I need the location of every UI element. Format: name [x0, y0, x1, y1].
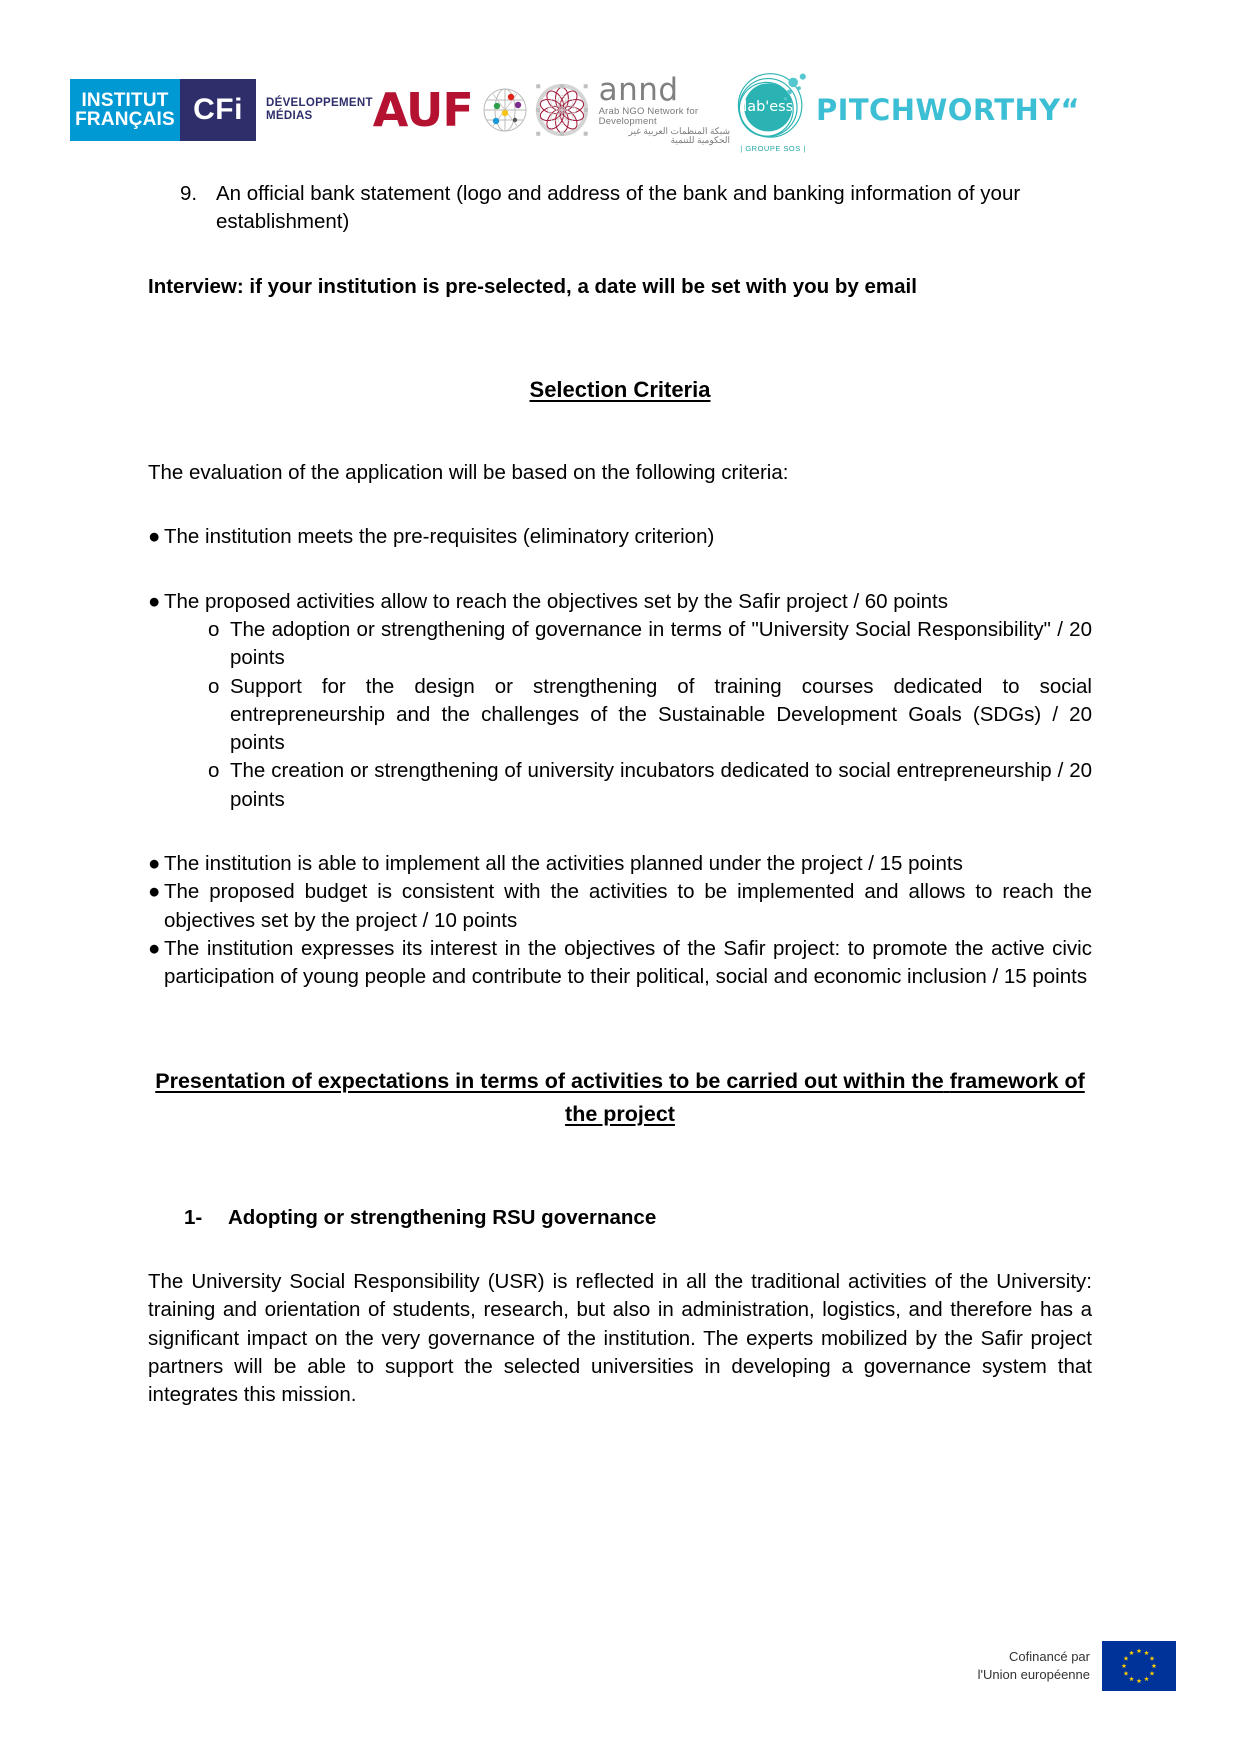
selection-criteria-intro: The evaluation of the application will be based on the following criteria:	[148, 461, 789, 485]
eu-cofunding-line2: l'Union européenne	[977, 1667, 1090, 1682]
criteria-bullet	[148, 878, 1092, 935]
section-title-line2: framework of the project	[565, 1069, 1085, 1126]
list-item-text: An official bank statement (logo and address of the bank and banking information of your establishment)	[216, 182, 1021, 234]
institut-francais-logo	[70, 79, 180, 141]
eu-cofunding-text	[978, 1648, 1090, 1683]
section-title-expectations	[148, 1065, 1092, 1130]
cfi-mark: CFi	[180, 79, 256, 141]
annd-tagline-arabic: شبكة المنظمات العربية غير الحكومية للتنمية	[628, 125, 731, 146]
institut-francais-mark	[70, 79, 180, 141]
document-body	[148, 180, 1092, 1410]
page-title: Selection Criteria	[529, 376, 711, 402]
pitchworthy-mark: PITCHWORTHY“	[816, 93, 1080, 127]
auf-logo	[373, 82, 533, 138]
pitchworthy-logo	[816, 93, 1080, 127]
bullet-icon: ●	[148, 880, 161, 904]
criteria-bullet-text: The proposed activities allow to reach the objectives set by the Safir project / 60 points	[164, 589, 948, 613]
labess-circle-icon	[730, 67, 816, 142]
sub-bullet-icon: o	[208, 618, 220, 642]
subsection-heading	[184, 1204, 1092, 1232]
labess-logo	[730, 67, 816, 153]
annd-rosette-icon	[533, 74, 591, 146]
list-item	[180, 180, 1092, 237]
annd-logo	[533, 74, 730, 146]
section-title-line1: Presentation of expectations in terms of activities to be carried out within the	[155, 1069, 944, 1094]
institut-francais-line2: FRANÇAIS	[75, 109, 175, 130]
cfi-logo	[180, 79, 373, 141]
list-item-number: 9.	[180, 182, 198, 205]
subsection-number: 1-	[184, 1205, 203, 1229]
subsection-body: The University Social Responsibility (USR) is reflected in all the traditional activities of the University: training and orientation of students, research, but also in administration, logistics, and therefore has a significant impact on the very governance of the institution. The experts mobilized by the Safir project partners will be able to support the selected universities in developing a governance system that integrates this mission.	[148, 1270, 1092, 1407]
bullet-icon: ●	[148, 852, 161, 876]
european-union-flag	[1102, 1641, 1176, 1691]
labess-groupe-sos-label: | GROUPE SOS |	[740, 144, 806, 153]
partner-logo-strip	[70, 62, 1080, 158]
cfi-tagline-line1: DÉVELOPPEMENT	[266, 96, 373, 109]
criteria-bullet-text: The institution is able to implement all the activities planned under the project / 15 points	[164, 852, 963, 876]
sub-bullet-icon: o	[208, 759, 220, 783]
criteria-bullet	[148, 935, 1092, 992]
annd-mark: annd	[598, 72, 679, 109]
sub-bullet-icon: o	[208, 674, 220, 698]
bullet-icon: ●	[148, 589, 161, 613]
labess-mark	[730, 67, 816, 153]
svg-text:lab'ess: lab'ess	[743, 99, 794, 116]
annd-tagline: Arab NGO Network for Development	[598, 105, 699, 127]
criteria-sub-bullet	[208, 673, 1092, 758]
criteria-bullet-text: The proposed budget is consistent with the activities to be implemented and allows to reach the objectives set by the project / 10 points	[164, 880, 1092, 932]
auf-mark: AUF	[372, 83, 473, 137]
requirements-list	[148, 180, 1092, 237]
criteria-sub-bullet-text: The creation or strengthening of university incubators dedicated to social entrepreneurship / 20 points	[230, 759, 1092, 811]
criteria-sub-bullet	[208, 757, 1092, 814]
criteria-bullet-text: The institution expresses its interest in the objectives of the Safir project: to promote the active civic participation of young people and contribute to their political, social and economic inclusion / 15 points	[164, 936, 1092, 989]
cfi-tagline	[266, 97, 373, 123]
criteria-bullet	[148, 588, 1092, 616]
cfi-tagline-line2: MÉDIAS	[266, 110, 313, 122]
criteria-sub-bullet-text: Support for the design or strengthening of training courses dedicated to social entrepreneurship and the challenges of the Sustainable Development Goals (SDGs) / 20 points	[230, 674, 1092, 755]
institut-francais-line1: INSTITUT	[81, 90, 169, 111]
bullet-icon: ●	[148, 936, 161, 960]
criteria-sub-bullet	[208, 616, 1092, 673]
bullet-icon: ●	[148, 525, 161, 549]
eu-cofunding-footer	[978, 1641, 1176, 1691]
criteria-bullet	[148, 850, 1092, 878]
criteria-bullet	[148, 523, 1092, 551]
interview-note: Interview: if your institution is pre-selected, a date will be set with you by email	[148, 274, 917, 298]
eu-cofunding-line1: Cofinancé par	[1009, 1649, 1090, 1665]
auf-globe-icon	[477, 82, 533, 138]
annd-wordmark	[599, 74, 730, 145]
subsection-title: Adopting or strengthening RSU governance	[228, 1205, 657, 1229]
criteria-sub-bullet-text: The adoption or strengthening of governance in terms of "University Social Responsibility" / 20 points	[230, 618, 1092, 670]
criteria-bullet-text: The institution meets the pre-requisites (eliminatory criterion)	[164, 525, 715, 549]
